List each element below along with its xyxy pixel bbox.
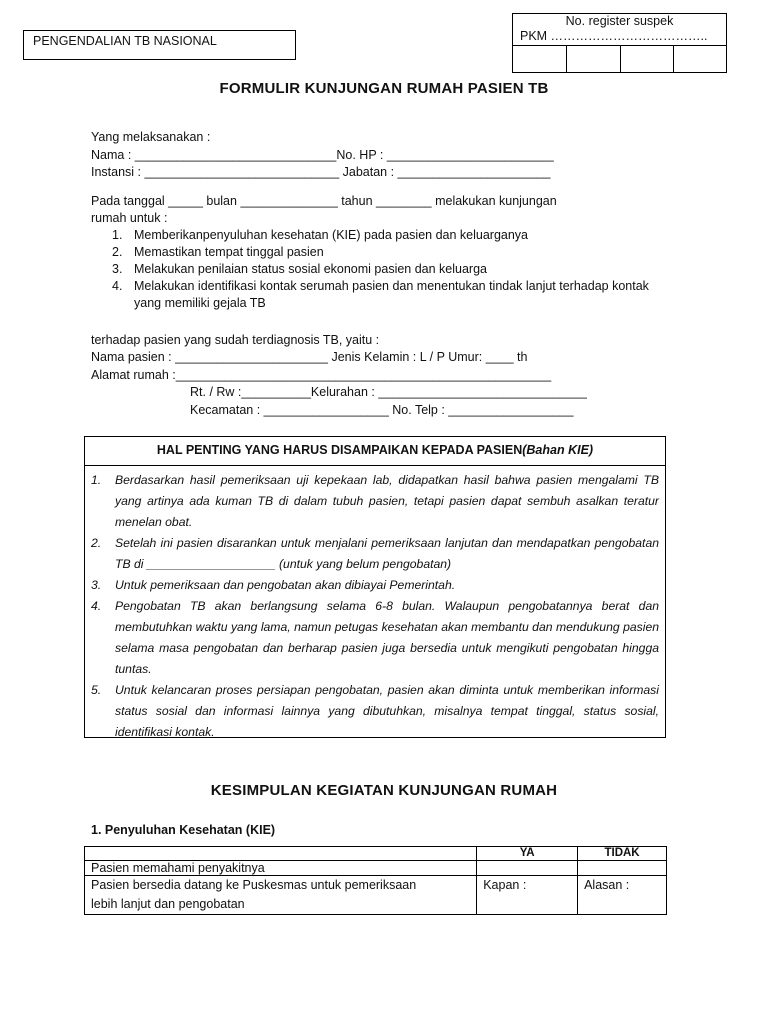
col-tidak-header: TIDAK <box>578 847 667 861</box>
patient-kecamatan-phone-field[interactable]: Kecamatan : __________________ No. Telp : __________________ <box>190 403 574 417</box>
row-willing-to-visit: Pasien bersedia datang ke Puskesmas untuk pemeriksaan lebih lanjut dan pengobatan <box>85 876 477 915</box>
kie-divider <box>85 465 665 466</box>
form-title: FORMULIR KUNJUNGAN RUMAH PASIEN TB <box>219 80 549 97</box>
col-ya-header: YA <box>477 847 578 861</box>
executor-name-phone-field[interactable]: Nama : _____________________________No. HP : ________________________ <box>91 148 554 162</box>
register-box <box>512 13 727 73</box>
register-cell-divider <box>673 45 674 73</box>
alasan-field[interactable]: Alasan : <box>578 876 667 915</box>
ya-cell[interactable] <box>477 861 578 876</box>
list-item: 1. Memberikanpenyuluhan kesehatan (KIE) pada pasien dan keluarganya <box>112 228 529 242</box>
visit-purpose-intro: rumah untuk : <box>91 211 168 225</box>
table-header-row <box>85 847 667 861</box>
kie-title: HAL PENTING YANG HARUS DISAMPAIKAN KEPADA PASIEN(Bahan KIE) <box>156 443 594 457</box>
kie-box <box>84 436 666 738</box>
register-cell-divider <box>620 45 621 73</box>
visit-purpose-list <box>112 227 657 312</box>
register-cell-divider <box>566 45 567 73</box>
program-header-box <box>23 30 296 60</box>
list-item: 5. Untuk kelancaran proses persiapan pengobatan, pasien akan diminta untuk memberikan informasi status sosial dan informasi lainnya yang dibutuhkan, misalnya tempat tinggal, status sosial, identifikasi kontak. <box>91 683 659 739</box>
kie-list <box>91 470 659 743</box>
register-label: No. register suspek <box>565 14 674 28</box>
visit-date-line[interactable]: Pada tanggal _____ bulan ______________ tahun ________ melakukan kunjungan <box>91 194 557 208</box>
patient-rt-kelurahan-field[interactable]: Rt. / Rw :__________Kelurahan : ______________________________ <box>190 385 587 399</box>
kie-result-table <box>84 846 667 915</box>
kapan-field[interactable]: Kapan : <box>477 876 578 915</box>
list-item: 1. Berdasarkan hasil pemeriksaan uji kepekaan lab, didapatkan hasil bahwa pasien mengalami TB yang artinya ada kuman TB di dalam tubuh pasien, tetapi pasien dapat sembuh asalkan teratur menelan obat. <box>91 473 659 529</box>
list-item: 3. Untuk pemeriksaan dan pengobatan akan dibiayai Pemerintah. <box>91 578 456 592</box>
conclusion-title: KESIMPULAN KEGIATAN KUNJUNGAN RUMAH <box>210 782 558 799</box>
patient-intro: terhadap pasien yang sudah terdiagnosis TB, yaitu : <box>91 333 380 347</box>
executor-heading: Yang melaksanakan : <box>91 130 211 144</box>
list-item: 2. Setelah ini pasien disarankan untuk menjalani pemeriksaan lanjutan dan mendapatkan pengobatan TB di ___________________ (untuk yang belum pengobatan) <box>91 536 659 571</box>
program-name: PENGENDALIAN TB NASIONAL <box>33 34 217 48</box>
list-item: 3. Melakukan penilaian status sosial ekonomi pasien dan keluarga <box>112 262 487 276</box>
row-understands-disease: Pasien memahami penyakitnya <box>85 861 477 876</box>
patient-name-sex-age-field[interactable]: Nama pasien : ______________________ Jenis Kelamin : L / P Umur: ____ th <box>91 350 528 364</box>
section-kie-heading: 1. Penyuluhan Kesehatan (KIE) <box>91 823 276 837</box>
list-item: 2. Memastikan tempat tinggal pasien <box>112 245 324 259</box>
table-row <box>85 876 667 915</box>
list-item: 4. Pengobatan TB akan berlangsung selama 6-8 bulan. Walaupun pengobatannya berat dan membutuhkan waktu yang lama, namun petugas kesehatan akan membantu dan mendukung pasien selama masa pengobatan dan berharap pasien juga bersedia untuk mengikuti pengobatan hingga tuntas. <box>91 599 659 676</box>
tidak-cell[interactable] <box>578 861 667 876</box>
register-pkm-field[interactable]: PKM ……………………………….. <box>520 29 708 43</box>
table-row <box>85 861 667 876</box>
list-item: 4. Melakukan identifikasi kontak serumah pasien dan menentukan tindak lanjut terhadap kontak yang memiliki gejala TB <box>112 279 649 310</box>
executor-institution-position-field[interactable]: Instansi : ____________________________ Jabatan : ______________________ <box>91 165 551 179</box>
patient-address-field[interactable]: Alamat rumah :______________________________________________________ <box>91 368 552 382</box>
